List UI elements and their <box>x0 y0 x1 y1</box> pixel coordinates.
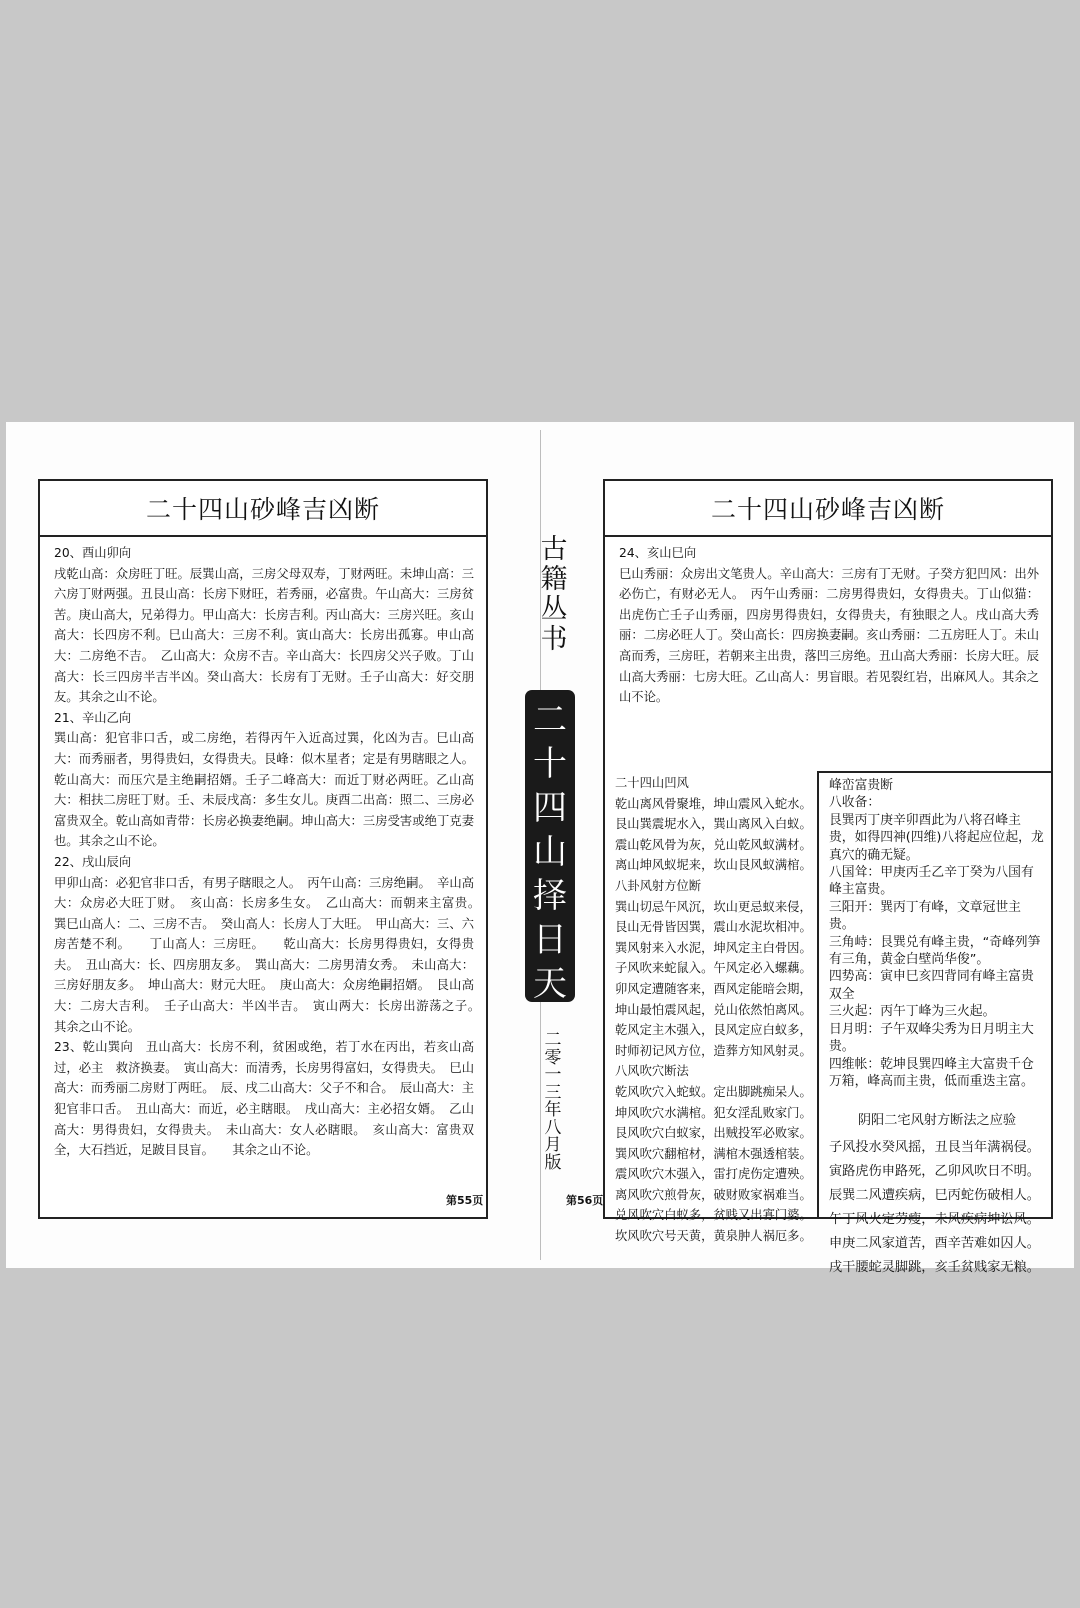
box-heading: 峰峦富贵断 <box>829 778 893 793</box>
box-line: 艮巽丙丁庚辛卯酉此为八将召峰主贵，如得四神(四维)八将起应位起，龙真穴的确无疑。 <box>829 812 1044 863</box>
box-line: 三火起：丙午丁峰为三火起。 <box>829 1004 996 1020</box>
section-heading: 21、辛山乙向 <box>54 710 132 725</box>
verse-line: 坤风吹穴水满棺。犯女淫乱败家门。 <box>615 1105 812 1120</box>
peak-fortune-box <box>817 771 1051 1275</box>
box-line: 三阳开：巽丙丁有峰，文章冠世主贵。 <box>829 899 1021 933</box>
wind-verses-column <box>605 771 817 1244</box>
section-heading: 22、戌山辰向 <box>54 854 132 869</box>
section-heading: 20、酉山卯向 <box>54 546 132 560</box>
section-text: 巽山高：犯官非口舌，或二房绝，若得丙午入近高过巽，化凶为吉。巳山高大：而秀丽者，男得贵妇，女得贵夫。艮峰：似木星者；定是有男瞎眼之人。乾山高大：而压穴是主绝嗣招婿。壬子二峰高大：而近丁财必两旺。乙山高大：相扶二房旺丁财。壬、未辰戌高：多生女儿。庚酉二出高：照二、三房必富贵双全。乾山高如青带：长房必换妻绝嗣。坤山高大：三房受害或绝丁克妻也。其余之山不论。 <box>54 731 474 849</box>
verification-line: 辰巽二风遭疾病，巳丙蛇伤破相人。 <box>829 1187 1040 1203</box>
scanned-spread <box>6 422 1074 1275</box>
verse-line: 艮山巽震坭水入，巽山离风入白蚁。 <box>615 817 812 832</box>
spine-book-title: 二 十 四 山 择 日 天 <box>525 690 575 1002</box>
verse-line: 艮山无骨皆因巽，震山水泥坎相冲。 <box>615 920 812 935</box>
section-text: 甲卯山高：必犯官非口舌，有男子瞎眼之人。 丙午山高：三房绝嗣。 辛山高大：众房必大旺丁财。 亥山高：长房多生女。 乙山高大：而朝来主富贵。 巽巳山高人：二、三房不吉。 癸山高人：长房人丁大旺。 甲山高大：三、六房苦楚不利。 丁山高人：三房旺。 乾山高大：长房男得贵妇，女得贵夫。 丑山高大：长、四房朋友多。 巽山高大：二房男清女秀。 未山高大：三房好朋友多。 坤山高大：财元大旺。 庚山高大：众房绝嗣招婿。 艮山高大：二房大吉利。 壬子山高大：半凶半吉。 寅山两大：长房出游荡之子。 其余之山不论。 <box>54 875 487 1034</box>
verse-line: 离风吹穴煎骨灰，破财败家祸难当。 <box>615 1187 812 1202</box>
right-page <box>603 479 1053 1275</box>
verse-line: 二十四山凹风 <box>615 776 689 790</box>
verse-line: 卯风定遭随客来，酉风定能暗会期， <box>615 981 812 996</box>
page-title: 二十四山砂峰吉凶断 <box>40 481 486 537</box>
section-heading: 24、亥山巳向 <box>619 546 697 560</box>
verse-line: 巽风射来入水泥，坤风定主白骨因。 <box>615 940 812 955</box>
verification-heading: 阴阳二宅风射方断法之应验 <box>857 1113 1017 1129</box>
verse-line: 八卦风射方位断 <box>615 878 702 893</box>
verse-line: 震山乾风骨为灰，兑山乾风蚁满材。 <box>615 837 812 852</box>
verification-line: 戌干腰蛇灵脚跳，亥壬贫贱家无粮。 <box>829 1259 1040 1275</box>
verification-line: 子风投水癸风摇，丑艮当年满祸侵。 <box>829 1139 1040 1155</box>
box-line: 三角峙：艮巽兑有峰主贵，“奇峰列笋有三角，黄金白壁尚华俊”。 <box>829 934 1041 968</box>
verse-line: 离山坤风蚁坭来，坎山艮风蚁满棺。 <box>615 858 812 873</box>
section-text: 23、乾山巽向 丑山高大：长房不利，贫困或绝，若丁水在丙出，若亥山高过，必主 救济换妻。 寅山高大：而清秀，长房男得富妇，女得贵夫。 巳山高大：而秀丽二房财丁两旺。 辰、戌二山高大：父子不和合。 辰山高大：主犯官非口舌。 丑山高大：而近，必主瞎眼。 戌山高大：主必招女婿。 乙山高大：男得贵妇，女得贵夫。 未山高大：女人必瞎眼。 亥山高大：富贵双全，大石挡近，足跛目艮盲。 其余之山不论。 <box>54 1040 474 1158</box>
verse-line: 巽风吹穴翻棺材，满棺木强透棺装。 <box>615 1146 812 1161</box>
box-line: 四维帐：乾坤艮巽四峰主大富贵千仓万箱，峰高而主贵，低而重迭主富。 <box>829 1056 1034 1089</box>
left-page <box>38 479 488 1219</box>
section-text: 戌乾山高：众房旺丁旺。辰巽山高，三房父母双寿，丁财两旺。未坤山高：三六房丁财两强。丑艮山高：长房下财旺，若秀丽，必富贵。午山高大：三房贫苦。庚山高大，兄弟得力。甲山高大：长房吉利。丙山高大：三房兴旺。亥山高大：长四房不利。巳山高大：三房不利。寅山高大：长房出孤寡。申山高大：二房绝不吉。 乙山高大：众房不吉。辛山高大：长四房父兴子败。丁山高大：长三四房半吉半凶。癸山高大：长房有丁无财。壬子山高大：好交朋友。其余之山不论。 <box>54 566 474 705</box>
section <box>54 1037 474 1161</box>
verse-line: 八风吹穴断法 <box>615 1064 689 1079</box>
box-line: 日月明：子午双峰尖秀为日月明主大贵。 <box>829 1021 1034 1055</box>
verse-line: 坎风吹穴号天黄，黄泉肿人祸厄多。 <box>615 1229 812 1244</box>
page-number-right: 第56页 <box>566 1194 604 1207</box>
spine-series-title: 古 籍 丛 书 <box>540 534 568 655</box>
box-line: 八收备： <box>829 795 881 811</box>
verse-line: 巽山切忌午风沉，坎山更忌蚁来侵， <box>615 899 812 914</box>
verse-line: 乾风定主木强入，艮风定应白蚁多， <box>615 1023 812 1038</box>
right-page-intro <box>605 537 1051 708</box>
section <box>54 708 474 852</box>
page-title: 二十四山砂峰吉凶断 <box>605 481 1051 537</box>
verse-line: 乾风吹穴入蛇蚁。定出脚跳痴呆人。 <box>615 1084 812 1099</box>
box-line: 四势高：寅申巳亥四背同有峰主富贵双全 <box>829 969 1034 1002</box>
verse-line: 艮风吹穴白蚁家，出贼投军必败家。 <box>615 1126 812 1141</box>
right-page-columns <box>605 771 1051 1275</box>
verse-line: 子风吹来蛇鼠入。午风定必入螺藕。 <box>615 961 812 976</box>
left-page-body <box>40 537 486 1161</box>
verification-line: 午丁风火定劳瘦，未风疾病坤讼风。 <box>829 1211 1040 1227</box>
verse-line: 坤山最怕震风起，兑山依然怕离风。 <box>615 1002 812 1017</box>
verse-line: 震风吹穴木强入，雷打虎伤定遭殃。 <box>615 1167 812 1182</box>
verification-line: 申庚二风家道苦，酉辛苦难如囚人。 <box>829 1235 1040 1251</box>
verse-line: 乾山离风骨聚堆，坤山震风入蛇水。 <box>615 796 812 811</box>
section <box>54 543 474 708</box>
spine-edition-date: 二 零 一 三 年 八 月 版 <box>544 1030 562 1173</box>
verse-line: 兑风吹穴白蚁多，贫贱又出寡门婆。 <box>615 1208 812 1223</box>
section <box>54 852 487 1037</box>
box-line: 八国耸：甲庚丙壬乙辛丁癸为八国有峰主富贵。 <box>829 865 1034 898</box>
page-number-left: 第55页 <box>446 1194 484 1207</box>
verification-line: 寅路虎伤申路死，乙卯风吹日不明。 <box>829 1163 1040 1179</box>
verse-line: 时师初记风方位，造葬方知风射灵。 <box>615 1043 812 1058</box>
section-text: 巳山秀丽：众房出文笔贵人。辛山高大：三房有丁无财。子癸方犯凹风：出外必伤亡，有财必无人。 丙午山秀丽：二房男得贵妇，女得贵夫。丁山似猫：出虎伤亡壬子山秀丽，四房男得贵妇，女得贵夫，有独眼之人。戌山高大秀丽：二房必旺人丁。癸山高长：四房换妻嗣。亥山秀丽：二五房旺人丁。未山高而秀，三房旺，若朝来主出贵，落凹三房绝。丑山高大秀丽：长房大旺。辰山高大秀丽：七房大旺。乙山高人：男盲眼。若见裂红岩，出麻风人。其余之山不论。 <box>619 566 1039 705</box>
